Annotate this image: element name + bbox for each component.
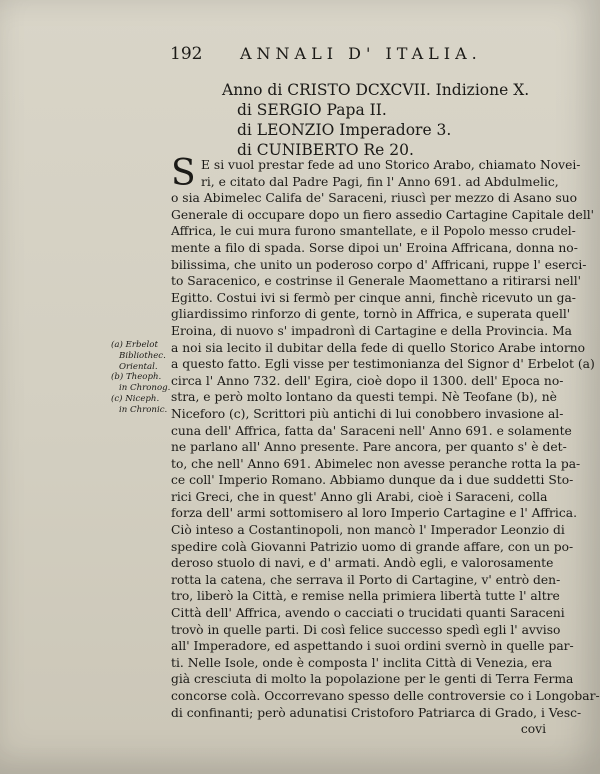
text-line: Niceforo (c), Scrittori più antichi di lui conobbero invasione al- [171, 406, 564, 421]
marginal-note: Oriental. [119, 361, 158, 372]
text-line: Egitto. Costui ivi si fermò per cinque anni, finchè ricevuto un ga- [171, 290, 576, 305]
text-line: all' Imperadore, ed aspettando i suoi ordini svernò in quelle par- [171, 639, 574, 654]
drop-cap: S [171, 153, 196, 194]
text-line: Eroina, di nuovo s' impadronì di Cartagine e della Provincia. Ma [171, 323, 572, 338]
year-heading [222, 80, 552, 160]
marginal-note: in Chronog. [119, 383, 171, 394]
text-line: a questo fatto. Egli visse per testimonianza del Signor d' Erbelot (a) [171, 357, 595, 372]
page-header [170, 44, 510, 64]
text-line: tro, liberò la Città, e remise nella primiera libertà tutte l' altre [171, 589, 560, 604]
text-line: cuna dell' Affrica, fatta da' Saraceni nell' Anno 691. e solamente [171, 423, 572, 438]
text-line: spedire colà Giovanni Patrizio uomo di grande affare, con un po- [171, 539, 574, 554]
text-line: o sia Abimelec Califa de' Saraceni, riuscì per mezzo di Asano suo [171, 191, 578, 206]
text-line: Ciò inteso a Costantinopoli, non mancò l' Imperador Leonzio di [171, 523, 565, 538]
text-line: mente a filo di spada. Sorse dipoi un' Eroina Affricana, donna no- [171, 240, 578, 255]
text-line: rici Greci, che in quest' Anno gli Arabi, cioè i Saraceni, colla [171, 489, 548, 504]
year-heading-line-2: di SERGIO Papa II. [237, 101, 387, 119]
text-line: concorse colà. Occorrevano spesso delle controversie co i Longobar- [171, 689, 600, 703]
text-line: già cresciuta di molto la popolazione per le genti di Terra Ferma [171, 672, 574, 687]
year-heading-line-3: di LEONZIO Imperadore 3. [237, 121, 452, 139]
body-text [171, 153, 600, 738]
text-line: Città dell' Affrica, avendo o cacciati o trucidati quanti Saraceni [171, 606, 565, 621]
text-line: ri, e citato dal Padre Pagi, fin l' Anno 691. ad Abdulmelic, [201, 174, 559, 189]
year-heading-line-1: Anno di CRISTO DCXCVII. Indizione X. [222, 81, 530, 99]
text-line: bilissima, che unito un poderoso corpo d' Affricani, ruppe l' eserci- [171, 257, 587, 272]
text-line: ti. Nelle Isole, onde è composta l' inclita Città di Venezia, era [171, 655, 553, 670]
running-title: ANNALI D' ITALIA. [240, 44, 482, 63]
text-line: di confinanti; però adunatisi Cristoforo Patriarca di Grado, i Vesc- [171, 705, 582, 720]
text-line: a noi sia lecito il dubitar della fede di quello Storico Arabe intorno [171, 340, 586, 355]
text-line: rotta la catena, che serrava il Porto di Cartagine, v' entrò den- [171, 572, 561, 587]
marginal-note: (b) Theoph. [111, 372, 162, 383]
year-heading-line-4: di CUNIBERTO Re 20. [237, 141, 414, 159]
marginal-note: (a) Erbelot [111, 340, 158, 350]
text-line: E si vuol prestar fede ad uno Storico Arabo, chiamato Novei- [201, 158, 581, 172]
text-line: deroso stuolo di navi, e d' armati. Andò egli, e valorosamente [171, 556, 554, 571]
marginal-note: in Chronic. [119, 404, 168, 415]
text-line: to Saracenico, e costrinse il Generale Maomettano a ritirarsi nell' [171, 274, 582, 289]
text-line: gliardissimo rinforzo di gente, tornò in Affrica, e superata quell' [171, 307, 571, 322]
text-line: stra, e però molto lontano da questi tempi. Nè Teofane (b), nè [171, 390, 557, 405]
text-line: to, che nell' Anno 691. Abimelec non avesse peranche rotta la pa- [171, 456, 581, 471]
text-line: forza dell' armi sottomisero al loro Imperio Cartagine e l' Affrica. [171, 506, 577, 521]
text-line: trovò in quelle parti. Di così felice successo spedì egli l' avviso [171, 622, 561, 637]
page-number: 192 [170, 44, 203, 64]
marginal-note: (c) Niceph. [111, 393, 160, 404]
text-line: Affrica, le cui mura furono smantellate, e il Popolo messo crudel- [171, 224, 576, 239]
text-line: ne parlano all' Anno presente. Pare ancora, per quanto s' è det- [171, 440, 567, 455]
marginal-notes [111, 340, 173, 416]
text-line: Generale di occupare dopo un fiero assedio Cartagine Capitale dell' [171, 207, 595, 222]
text-line: ce coll' Imperio Romano. Abbiamo dunque da i due suddetti Sto- [171, 473, 574, 488]
marginal-note: Bibliothec. [119, 350, 166, 361]
text-line: circa l' Anno 732. dell' Egira, cioè dopo il 1300. dell' Epoca no- [171, 373, 564, 388]
catchword: covi [520, 722, 546, 737]
